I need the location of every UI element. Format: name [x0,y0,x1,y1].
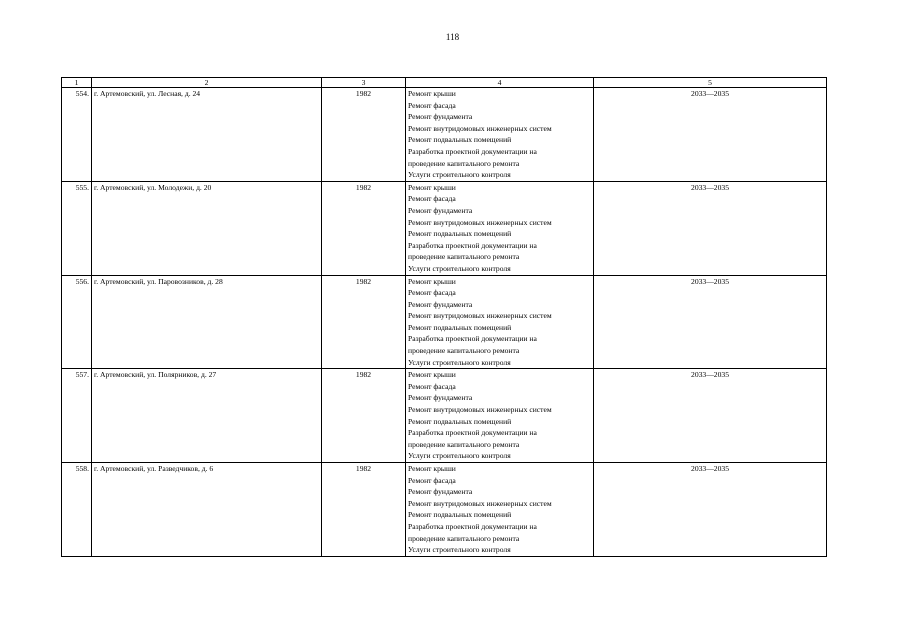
row-number: 558. [62,463,92,557]
work-item: Ремонт подвальных помещений [408,510,512,520]
work-item: Разработка проектной документации на [408,428,537,438]
work-item: Ремонт фундамента [408,393,473,403]
build-year: 1982 [322,463,406,557]
works-list [406,369,594,463]
work-item: Ремонт подвальных помещений [408,322,512,332]
work-item: Услуги строительного контроля [408,545,511,555]
work-item: Ремонт внутридомовых инженерных систем [408,498,552,508]
repair-period: 2033—2035 [594,88,827,182]
column-header-3: 3 [322,78,406,88]
work-item: проведение капитального ремонта [408,439,520,449]
table-row [62,369,827,463]
build-year: 1982 [322,369,406,463]
build-year: 1982 [322,88,406,182]
column-header-5: 5 [594,78,827,88]
column-header-2: 2 [92,78,322,88]
work-item: Ремонт крыши [408,89,456,98]
work-item: Услуги строительного контроля [408,263,511,273]
repair-period: 2033—2035 [594,275,827,369]
building-address: г. Артемовский, ул. Разведчиков, д. 6 [92,463,322,557]
work-item: Ремонт внутридомовых инженерных систем [408,123,552,133]
row-number: 555. [62,181,92,275]
work-item: проведение капитального ремонта [408,252,520,262]
table-row [62,463,827,557]
work-item: Ремонт фундамента [408,112,473,122]
work-item: проведение капитального ремонта [408,346,520,356]
work-item: Ремонт фасада [408,288,456,298]
work-item: Разработка проектной документации на [408,521,537,531]
page-number: 118 [445,32,460,42]
repair-schedule-table [61,77,827,557]
work-item: Разработка проектной документации на [408,240,537,250]
row-number: 556. [62,275,92,369]
work-item: Ремонт внутридомовых инженерных систем [408,311,552,321]
work-item: Услуги строительного контроля [408,170,511,180]
building-address: г. Артемовский, ул. Полярников, д. 27 [92,369,322,463]
building-address: г. Артемовский, ул. Лесная, д. 24 [92,88,322,182]
work-item: Ремонт подвальных помещений [408,135,512,145]
work-item: Ремонт крыши [408,464,456,473]
work-item: Ремонт подвальных помещений [408,229,512,239]
building-address: г. Артемовский, ул. Паровозников, д. 28 [92,275,322,369]
table-row [62,275,827,369]
repair-period: 2033—2035 [594,463,827,557]
building-address: г. Артемовский, ул. Молодежи, д. 20 [92,181,322,275]
work-item: Ремонт фундамента [408,299,473,309]
work-item: Ремонт фасада [408,100,456,110]
work-item: Разработка проектной документации на [408,146,537,156]
work-item: Ремонт крыши [408,370,456,380]
work-item: Ремонт фасада [408,475,456,485]
work-item: Ремонт подвальных помещений [408,416,512,426]
header-row [62,78,827,88]
build-year: 1982 [322,275,406,369]
row-number: 557. [62,369,92,463]
work-item: Услуги строительного контроля [408,357,511,367]
table-row [62,88,827,182]
row-number: 554. [62,88,92,182]
work-item: Ремонт внутридомовых инженерных систем [408,217,552,227]
column-header-1: 1 [62,78,92,88]
column-header-4: 4 [406,78,594,88]
work-item: Ремонт крыши [408,276,456,286]
work-item: проведение капитального ремонта [408,158,520,168]
works-list [406,88,594,182]
build-year: 1982 [322,181,406,275]
work-item: Ремонт внутридомовых инженерных систем [408,405,552,415]
work-item: Ремонт фасада [408,194,456,204]
work-item: Ремонт крыши [408,182,456,192]
work-item: проведение капитального ремонта [408,533,520,543]
work-item: Ремонт фундамента [408,487,473,497]
work-item: Ремонт фасада [408,381,456,391]
work-item: Разработка проектной документации на [408,334,537,344]
table-body [62,88,827,557]
work-item: Услуги строительного контроля [408,451,511,461]
work-item: Ремонт фундамента [408,205,473,215]
repair-period: 2033—2035 [594,369,827,463]
works-list [406,275,594,369]
works-list [406,463,594,557]
table-row [62,181,827,275]
works-list [406,181,594,275]
repair-period: 2033—2035 [594,181,827,275]
